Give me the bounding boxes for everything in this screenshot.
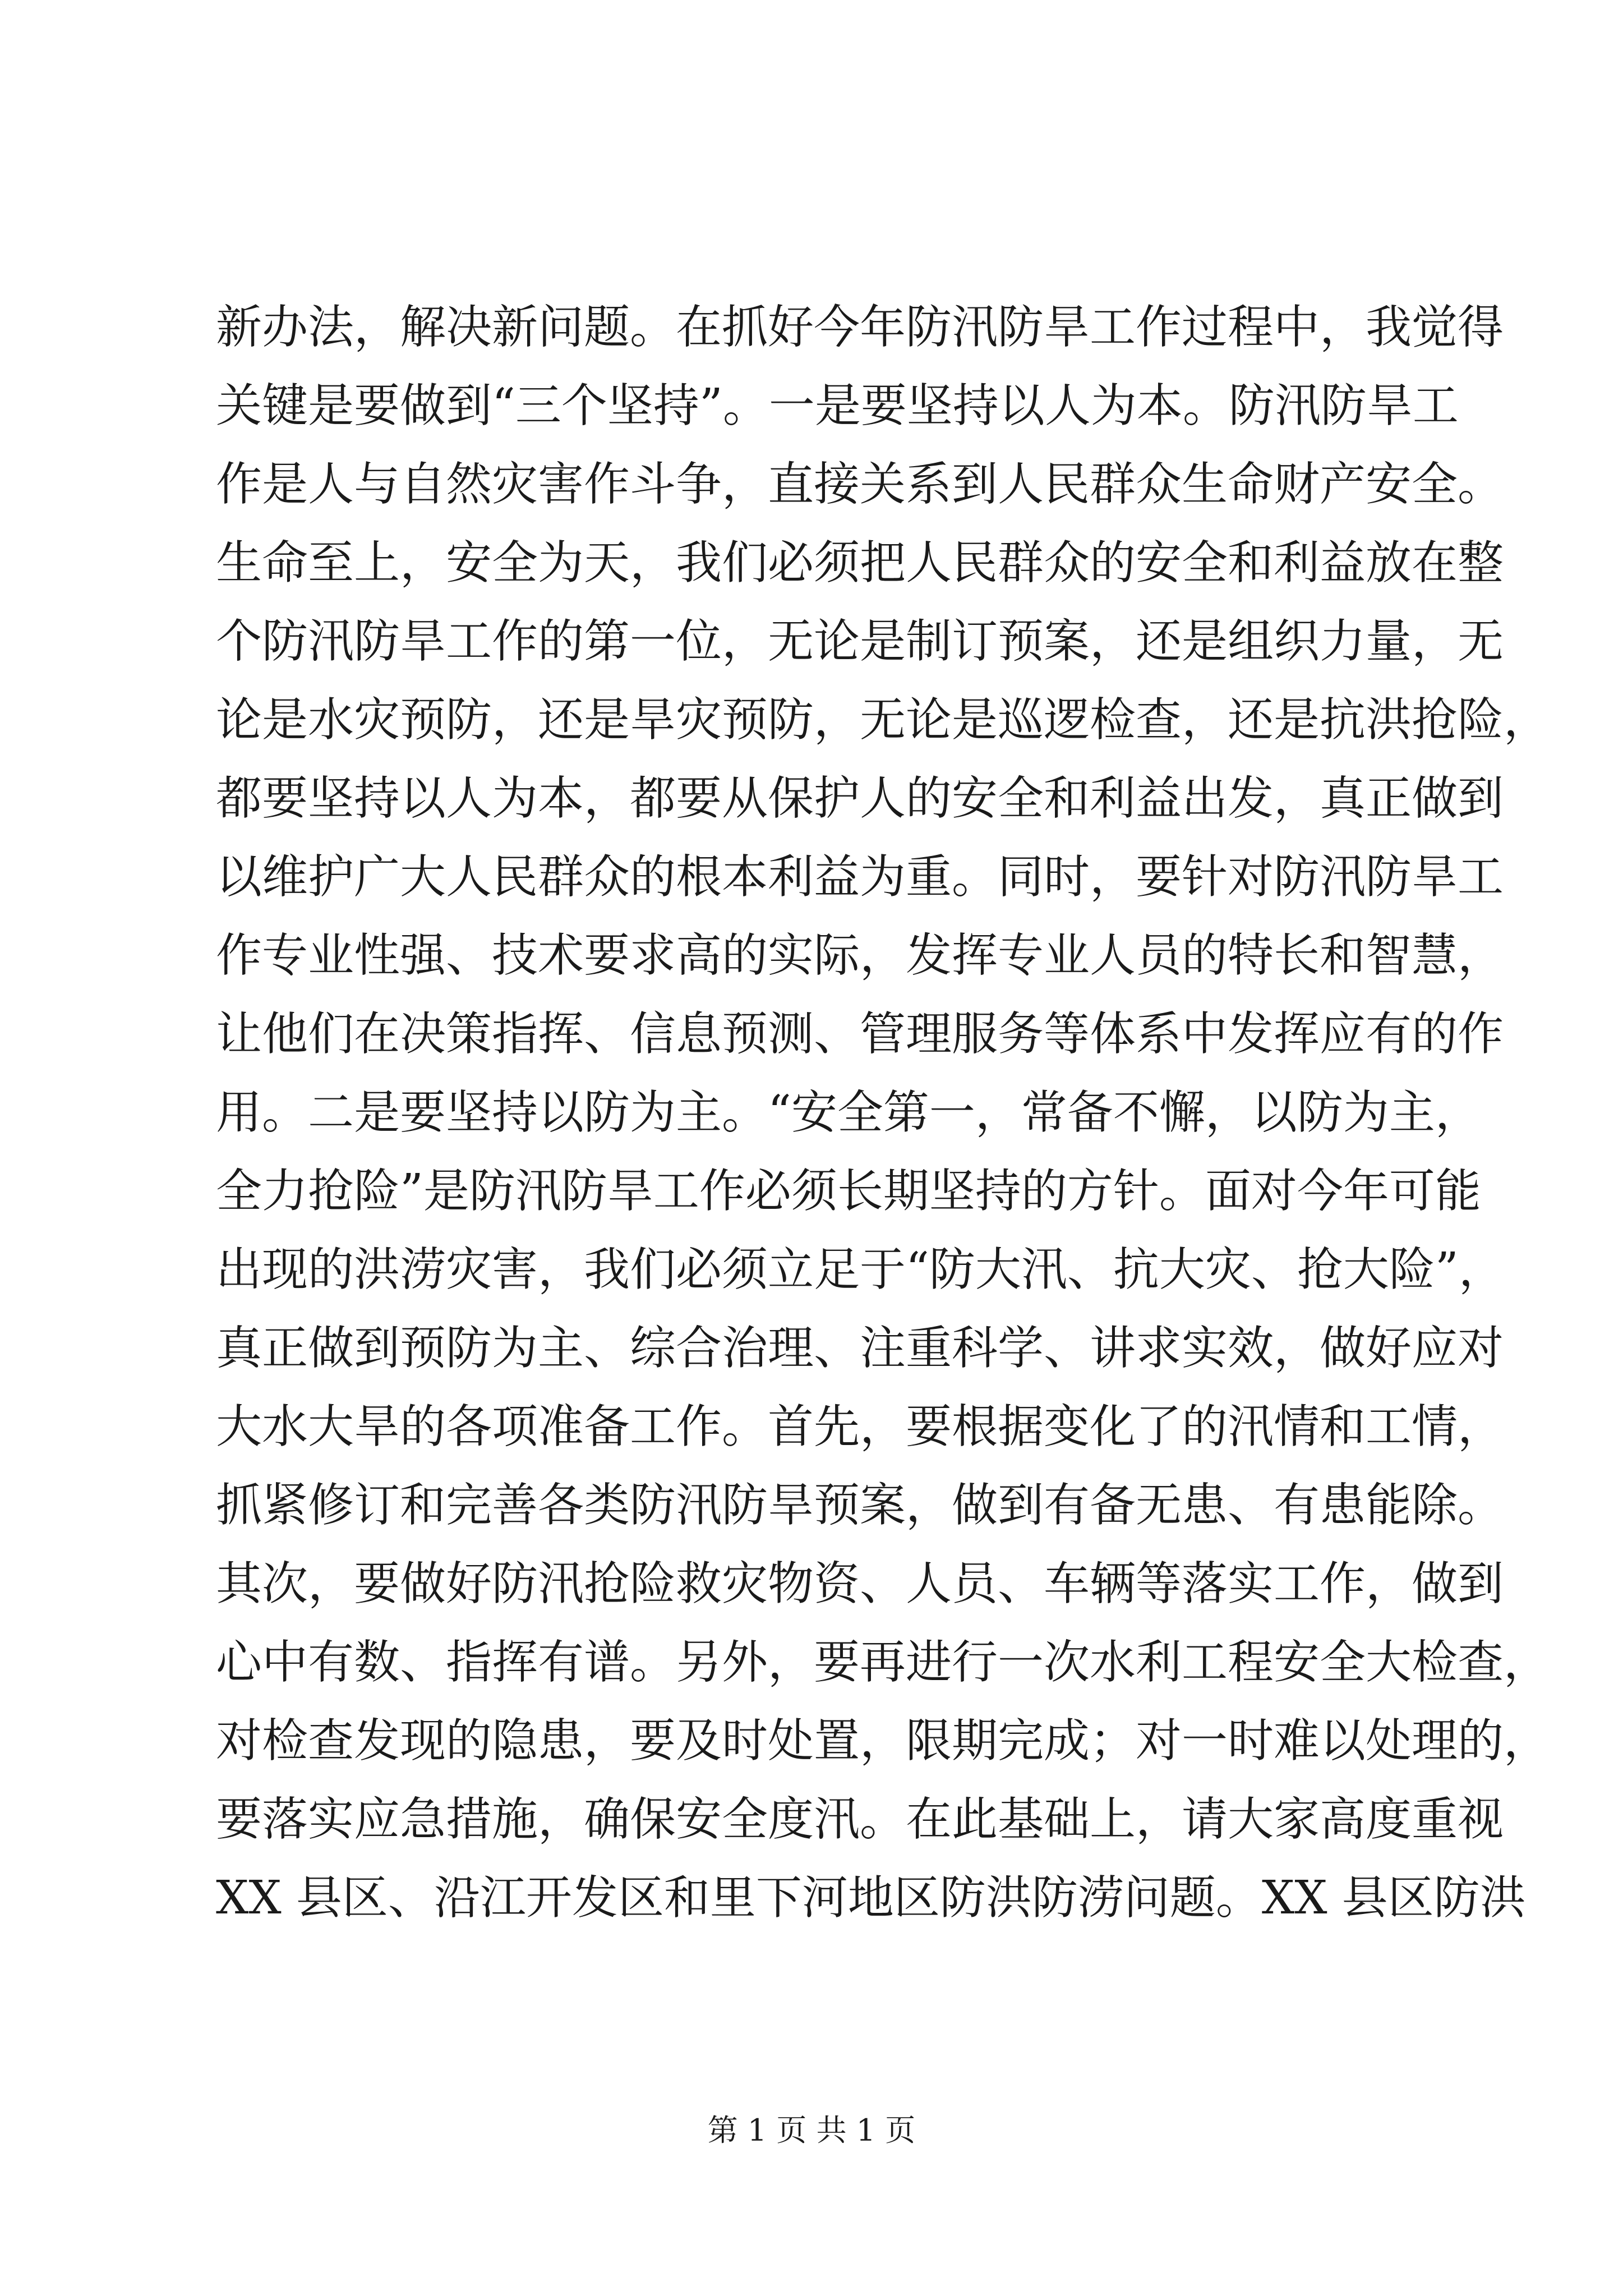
body-text	[216, 288, 1550, 1938]
text-line-5: 个防汛防旱工作的第一位，无论是制订预案，还是组织力量，无	[216, 615, 1504, 668]
text-line-19: 对检查发现的隐患，要及时处置，限期完成；对一时难以处理的，	[216, 1714, 1550, 1768]
text-line-16: 抓紧修订和完善各类防汛防旱预案，做到有备无患、有患能除。	[216, 1479, 1504, 1532]
text-line-1: 新办法，解决新问题。在抓好今年防汛防旱工作过程中，我觉得	[216, 301, 1504, 354]
text-line-4: 生命至上，安全为天，我们必须把人民群众的安全和利益放在整	[216, 536, 1504, 590]
text-line-18: 心中有数、指挥有谱。另外，要再进行一次水利工程安全大检查，	[216, 1636, 1550, 1689]
text-line-7: 都要坚持以人为本，都要从保护人的安全和利益出发，真正做到	[216, 772, 1504, 825]
text-line-2: 关键是要做到“三个坚持”。一是要坚持以人为本。防汛防旱工	[216, 379, 1459, 432]
text-line-6: 论是水灾预防，还是旱灾预防，无论是巡逻检查，还是抗洪抢险，	[216, 693, 1550, 747]
text-line-21: XX 县区、沿江开发区和里下河地区防洪防涝问题。XX 县区防洪	[216, 1871, 1526, 1925]
text-line-15: 大水大旱的各项准备工作。首先，要根据变化了的汛情和工情，	[216, 1400, 1504, 1453]
text-line-9: 作专业性强、技术要求高的实际，发挥专业人员的特长和智慧，	[216, 929, 1504, 982]
text-line-8: 以维护广大人民群众的根本利益为重。同时，要针对防汛防旱工	[216, 850, 1504, 904]
text-line-13: 出现的洪涝灾害，我们必须立足于“防大汛、抗大灾、抢大险”，	[216, 1243, 1505, 1296]
text-line-14: 真正做到预防为主、综合治理、注重科学、讲求实效，做好应对	[216, 1322, 1504, 1375]
text-line-11: 用。二是要坚持以防为主。“安全第一，常备不懈，以防为主，	[216, 1086, 1481, 1139]
text-line-20: 要落实应急措施，确保安全度汛。在此基础上，请大家高度重视	[216, 1793, 1504, 1846]
text-line-17: 其次，要做好防汛抢险救灾物资、人员、车辆等落实工作，做到	[216, 1557, 1504, 1611]
page-footer: 第 1 页 共 1 页	[707, 2113, 916, 2148]
text-line-3: 作是人与自然灾害作斗争，直接关系到人民群众生命财产安全。	[216, 458, 1504, 511]
text-line-10: 让他们在决策指挥、信息预测、管理服务等体系中发挥应有的作	[216, 1007, 1504, 1061]
text-line-12: 全力抢险”是防汛防旱工作必须长期坚持的方针。面对今年可能	[216, 1165, 1481, 1218]
